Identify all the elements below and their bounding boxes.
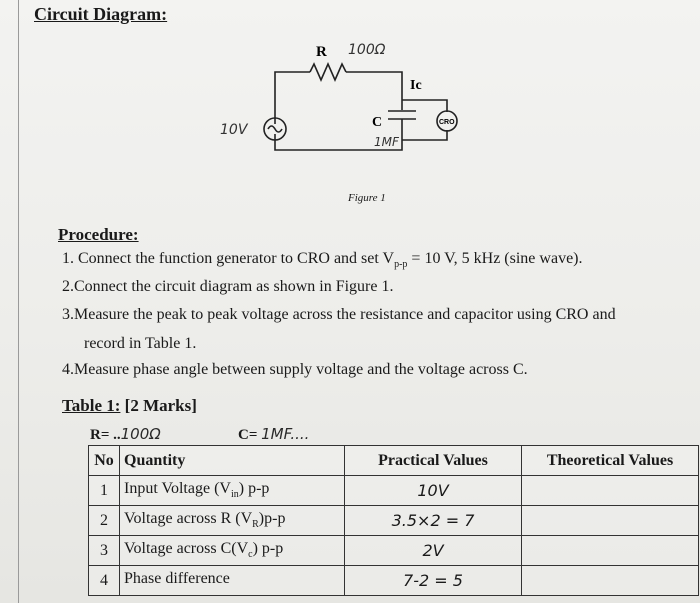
header-practical: Practical Values xyxy=(345,446,522,476)
step1-subscript: p-p xyxy=(394,259,408,271)
resistance-value-line xyxy=(90,425,161,444)
row-theoretical xyxy=(522,476,699,506)
row-practical: 3.5×2 = 7 xyxy=(345,506,522,536)
procedure-step-4: 4.Measure phase angle between supply voltage and the voltage across C. xyxy=(62,361,528,378)
row-practical: 10V xyxy=(345,476,522,506)
table-marks: [2 Marks] xyxy=(120,396,197,415)
circuit-diagram xyxy=(200,30,490,190)
procedure-step-2: 2.Connect the circuit diagram as shown in Figure 1. xyxy=(62,278,394,295)
resistor-symbol xyxy=(310,64,346,80)
table-row xyxy=(89,566,699,596)
cro-label: CRO xyxy=(439,119,455,126)
c-prefix: C= xyxy=(238,427,262,443)
row-practical: 2V xyxy=(345,536,522,566)
table-row xyxy=(89,476,699,506)
row-quantity: Voltage across $C(V_c)$ p-p xyxy=(120,536,345,566)
row-quantity: Voltage across R $(V_R)p-p$ xyxy=(120,506,345,536)
sine-icon xyxy=(268,126,282,132)
step1-tail: = 10 V, 5 kHz (sine wave). xyxy=(407,250,583,267)
wire-left-top xyxy=(275,72,310,124)
capacitor-symbol xyxy=(388,111,416,119)
resistor-value: 100Ω xyxy=(348,42,386,58)
current-label: Ic xyxy=(410,78,422,93)
row-no: 4 xyxy=(89,566,120,596)
resistor-letter: R xyxy=(316,44,327,60)
row-practical: 7-2 = 5 xyxy=(345,566,522,596)
row-theoretical xyxy=(522,506,699,536)
row-no: 1 xyxy=(89,476,120,506)
row-no: 3 xyxy=(89,536,120,566)
table-row xyxy=(89,536,699,566)
row-no: 2 xyxy=(89,506,120,536)
row-quantity: Phase difference xyxy=(120,566,345,596)
table-row xyxy=(89,506,699,536)
procedure-step-3-cont: record in Table 1. xyxy=(84,335,197,352)
table-header-row xyxy=(89,446,699,476)
source-label: 10V xyxy=(220,122,248,138)
header-theoretical: Theoretical Values xyxy=(522,446,699,476)
table-heading xyxy=(62,396,197,416)
r-prefix: R= .. xyxy=(90,427,121,443)
capacitor-value: 1MF xyxy=(374,135,399,149)
procedure-step-3: 3.Measure the peak to peak voltage across the resistance and capacitor using CRO and xyxy=(62,306,616,323)
procedure-step-1 xyxy=(62,250,583,270)
row-quantity: Input Voltage $(V_{in})$ p-p xyxy=(120,476,345,506)
procedure-heading: Procedure: xyxy=(58,225,139,244)
header-no: No xyxy=(89,446,120,476)
capacitance-value-line xyxy=(238,425,309,444)
step1-text: 1. Connect the function generator to CRO and set V xyxy=(62,250,395,267)
results-table xyxy=(88,445,699,596)
r-handwritten: 100Ω xyxy=(120,425,161,443)
capacitor-letter: C xyxy=(372,115,383,130)
margin-line xyxy=(18,0,19,603)
table-name: Table 1: xyxy=(62,396,121,415)
header-quantity: Quantity xyxy=(120,446,345,476)
row-theoretical xyxy=(522,536,699,566)
page-title: Circuit Diagram: xyxy=(34,4,168,24)
figure-caption: Figure 1 xyxy=(348,192,386,204)
wire-right-top xyxy=(346,72,402,110)
row-theoretical xyxy=(522,566,699,596)
c-handwritten: 1MF.... xyxy=(261,425,310,443)
